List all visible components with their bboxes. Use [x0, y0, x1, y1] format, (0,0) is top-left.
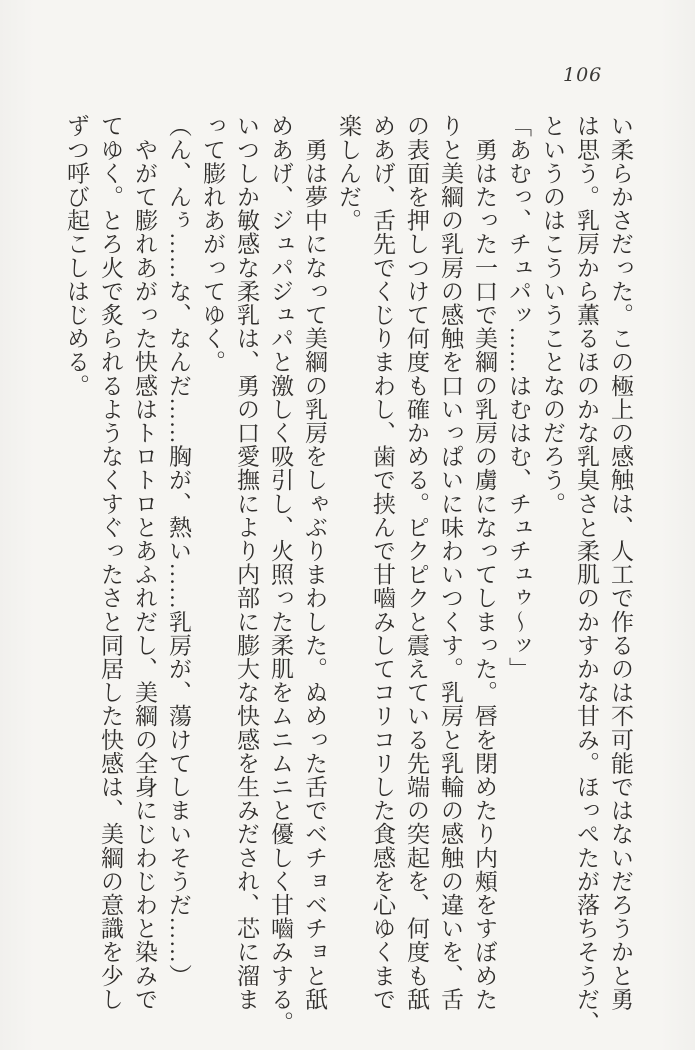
text-line: の表面を押しつけて何度も確かめる。ピクピクと震えている先端の突起を、何度も舐 [404, 114, 429, 1011]
text-line: （ん、んぅ……な、なんだ……胸が、熱い……乳房が、蕩けてしまいそうだ……） [166, 114, 191, 988]
text-line: は思う。乳房から薫るほのかな乳臭さと柔肌のかすかな甘み。ほっぺたが落ちそうだ、 [574, 114, 599, 1035]
text-line: やがて膨れあがった快感はトロトロとあふれだし、美綱の全身にじわじわと染みで [132, 114, 157, 1011]
body-text [59, 114, 637, 1035]
page-number: 106 [563, 64, 603, 86]
text-line: ずつ呼び起こしはじめる。 [64, 114, 89, 398]
text-line: 勇はたった一口で美綱の乳房の虜になってしまった。唇を閉めたり内頰をすぼめた [472, 114, 497, 1011]
text-line: 楽しんだ。 [336, 114, 361, 232]
text-line: というのはこういうことなのだろう。 [540, 114, 565, 516]
text-line: めあげ、舌先でくじりまわし、歯で挟んで甘嚙みしてコリコリした食感を心ゆくまで [370, 114, 395, 1011]
text-line: てゆく。とろ火で炙られるようなくすぐったさと同居した快感は、美綱の意識を少し [98, 114, 123, 1011]
text-line: い柔らかさだった。この極上の感触は、人工で作るのは不可能ではないだろうかと勇 [608, 114, 633, 1011]
text-line: りと美綱の乳房の感触を口いっぱいに味わいつくす。乳房と乳輪の感触の違いを、舌 [438, 114, 463, 1011]
text-line: 「あむっ、チュパッ……はむはむ、チュチュゥ〜ッ」 [506, 114, 531, 681]
text-line: いつしか敏感な柔乳は、勇の口愛撫により内部に膨大な快感を生みだされ、芯に溜ま [234, 114, 259, 1011]
text-line: 勇は夢中になって美綱の乳房をしゃぶりまわした。ぬめった舌でベチョベチョと舐 [302, 114, 327, 1011]
text-line: めあげ、ジュパジュパと激しく吸引し、火照った柔肌をムニムニと優しく甘嚙みする。 [268, 114, 293, 1035]
text-line: って膨れあがってゆく。 [200, 114, 225, 374]
